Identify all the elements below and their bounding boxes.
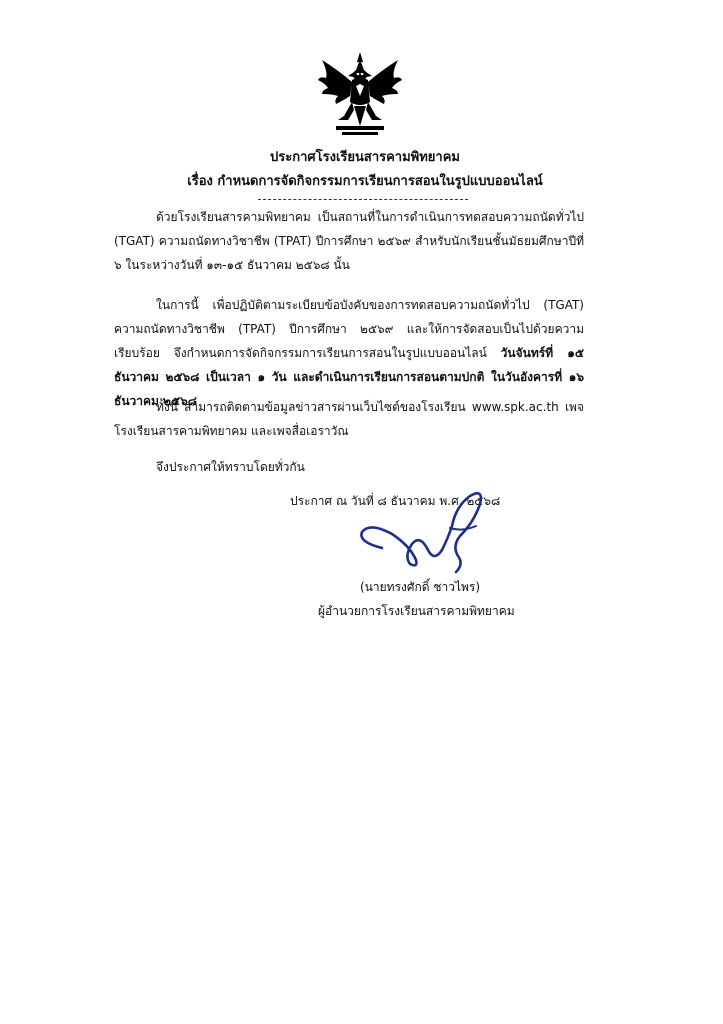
announcement-subject: เรื่อง กำหนดการจัดกิจกรรมการเรียนการสอนในรูปแบบออนไลน์ [187, 174, 543, 189]
closing-line: จึงประกาศให้ทราบโดยทั่วกัน [156, 460, 305, 474]
announcement-date: ประกาศ ณ วันที่ ๘ ธันวาคม พ.ศ. ๒๕๖๘ [290, 494, 501, 508]
paragraph-background: ด้วยโรงเรียนสารคามพิทยาคม เป็นสถานที่ในการดำเนินการทดสอบความถนัดทั่วไป (TGAT) ความถนัดทางวิชาชีพ (TPAT) ปีการศึกษา ๒๕๖๙ สำหรับนักเรียนชั้นมัธยมศึกษาปีที่ ๖ ในระหว่างวันที่ ๑๓-๑๕ ธันวาคม ๒๕๖๘ นั้น [114, 210, 584, 272]
signatory-name: (นายทรงศักดิ์ ชาวไพร) [360, 580, 481, 594]
signatory-position: ผู้อำนวยการโรงเรียนสารคามพิทยาคม [318, 604, 515, 618]
title-divider [258, 199, 468, 200]
handwritten-signature [352, 486, 522, 576]
announcement-title: ประกาศโรงเรียนสารคามพิทยาคม [270, 150, 460, 165]
garuda-emblem-icon [314, 50, 406, 138]
paragraph-contact: ทั้งนี้ สามารถติดตามข้อมูลข่าวสารผ่านเว็บไซต์ของโรงเรียน www.spk.ac.th เพจโรงเรียนสารคามพิทยาคม และเพจสื่อเอราวัณ [114, 400, 584, 438]
paragraph-schedule-emphasis: วันจันทร์ที่ ๑๕ ธันวาคม ๒๕๖๘ เป็นเวลา ๑ วัน และดำเนินการเรียนการสอนตามปกติ ในวันอังคารที่ ๑๖ ธันวาคม ๒๕๖๘ [114, 346, 584, 408]
paragraph-schedule-text: ในการนี้ เพื่อปฏิบัติตามระเบียบข้อบังคับของการทดสอบความถนัดทั่วไป (TGAT) ความถนัดทางวิชาชีพ (TPAT) ปีการศึกษา ๒๕๖๙ และให้การจัดสอบเป็นไปด้วยความเรียบร้อย จึงกำหนดการจัดกิจกรรมการเรียนการสอนในรูปแบบออนไลน์ [114, 298, 584, 360]
